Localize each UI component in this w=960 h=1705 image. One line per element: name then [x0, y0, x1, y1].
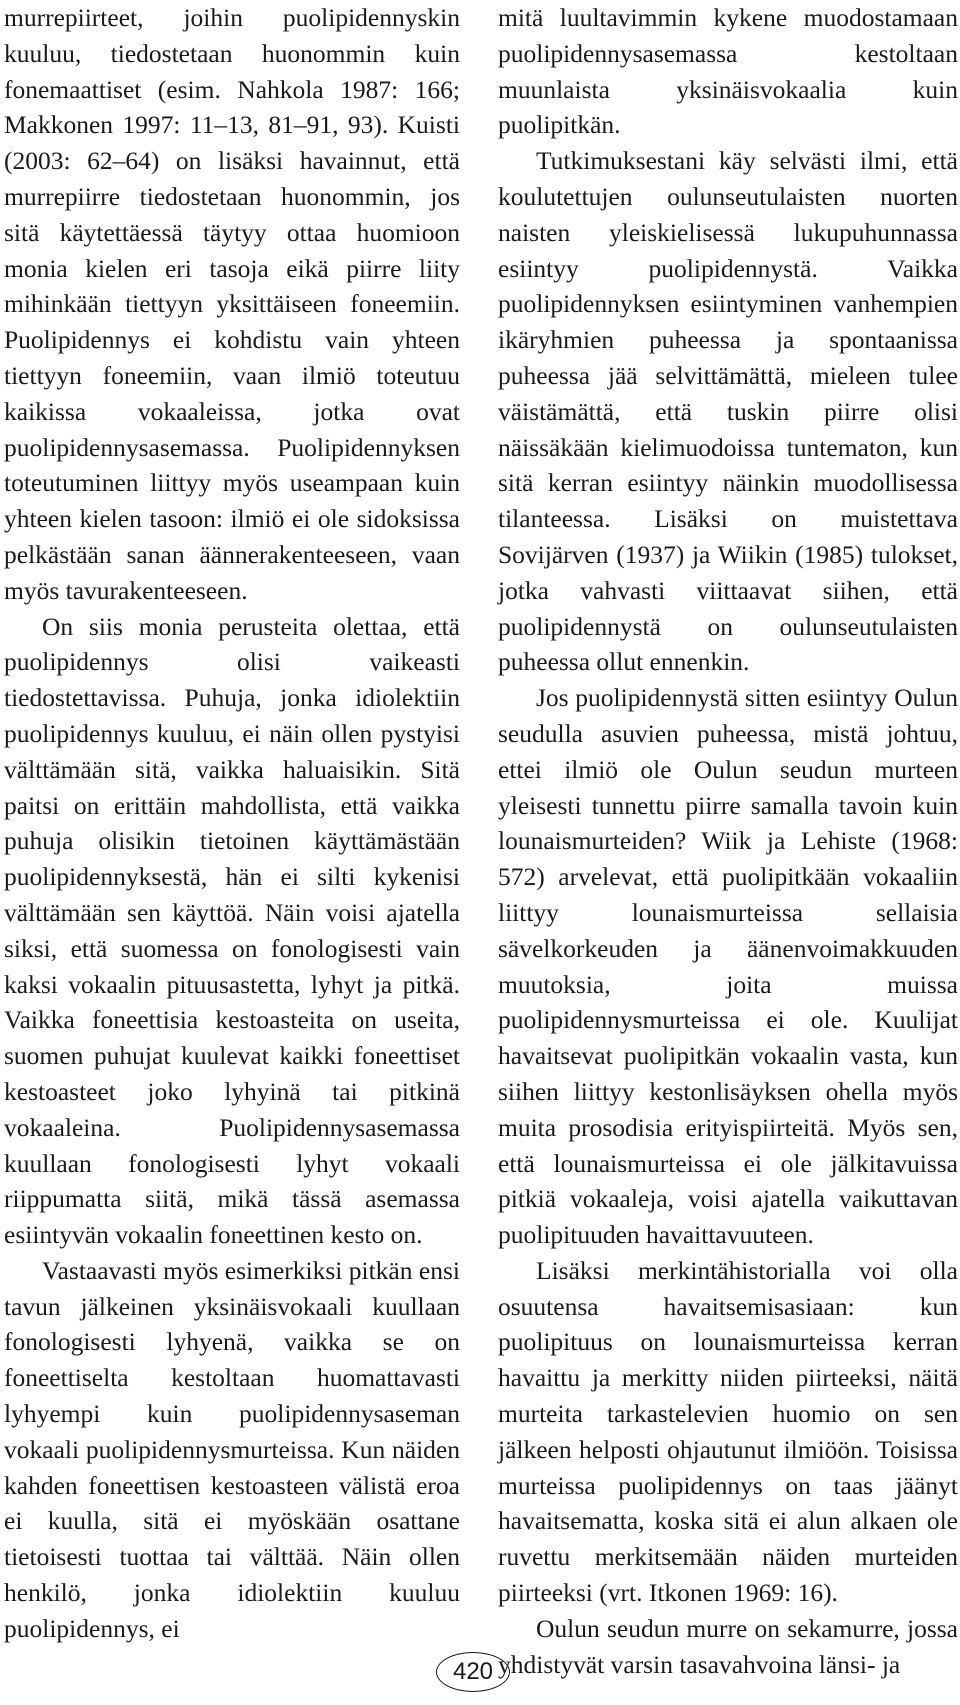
paragraph: murrepiirteet, joihin puolipidennyskin kuuluu, tiedostetaan huonommin kuin fonemaattiset (esim. Nahkola 1987: 166; Makkonen 1997: 11–13, 81–91, 93). Kuisti (2003: 62–64) on lisäksi havainnut, että murrepiirre tiedostetaan huonommin, jos sitä käytettäessä täytyy ottaa huomioon monia kielen eri tasoja eikä piirre liity mihinkään tiettyyn yksittäiseen foneemiin. Puolipidennys ei kohdistu vain yhteen tiettyyn foneemiin, vaan ilmiö toteutuu kaikissa vokaaleissa, jotka ovat puolipidennysasemassa. Puolipidennyksen toteutuminen liittyy myös useampaan kuin yhteen kielen tasoon: ilmiö ei ole sidoksissa pelkästään sanan äännerakenteeseen, vaan myös tavurakenteeseen. — [4, 3, 460, 605]
paragraph: Jos puolipidennystä sitten esiintyy Oulun seudulla asuvien puheessa, mistä johtuu, ettei ilmiö ole Oulun seudun murteen yleisesti tunnettu piirre samalla tavoin kuin lounaismurteiden? Wiik ja Lehiste (1968: 572) arvelevat, että puolipitkään vokaaliin liittyy lounaismurteissa sellaisia sävelkorkeuden ja äänenvoimakkuuden muutoksia, joita muissa puolipidennysmurteissa ei ole. Kuulijat havaitsevat puolipitkän vokaalin vasta, kun siihen liittyy kestonlisäyksen ohella myös muita prosodisia erityispiirteitä. Myös sen, että lounaismurteissa ei ole jälkitavuissa pitkiä vokaaleja, voisi ajatella vaikuttavan puolipituuden havaittavuuteen. — [498, 683, 958, 1250]
paragraph: Lisäksi merkintähistorialla voi olla osuutensa havaitsemisasiaan: kun puolipituus on lounaismurteissa kerran havaittu ja merkitty niiden piirteeksi, näitä murteita tarkastelevien huomio on sen jälkeen helposti ohjautunut ilmiöön. Toisissa murteissa puolipidennys on taas jäänyt havaitsematta, koska sitä ei alun alkaen ole ruvettu merkitsemään näiden murteiden piirteeksi (vrt. Itkonen 1969: 16). — [498, 1255, 958, 1608]
paragraph: Vastaavasti myös esimerkiksi pitkän ensi tavun jälkeinen yksinäisvokaali kuullaan fonologisesti lyhyenä, vaikka se on foneettiselta kestoltaan huomattavasti lyhyempi kuin puolipidennysaseman vokaali puolipidennysmurteissa. Kun näiden kahden foneettisen kestoasteen välistä eroa ei kuulla, sitä ei myöskään osattane tietoisesti tuottaa tai välttää. Näin ollen henkilö, jonka idiolektiin kuuluu puolipidennys, ei — [4, 1255, 460, 1643]
paragraph: Oulun seudun murre on sekamurre, jossa yhdistyvät varsin tasavahvoina länsi- ja — [498, 1613, 958, 1679]
paragraph: Tutkimuksestani käy selvästi ilmi, että koulutettujen oulunseutulaisten nuorten naisten yleiskielisessä lukupuhunnassa esiintyy puolipidennystä. Vaikka puolipidennyksen esiintyminen vanhempien ikäryhmien puheessa ja spontaanissa puheessa jää selvittämättä, mieleen tulee väistämättä, että tuskin piirre olisi näissäkään kielimuodoissa tuntematon, kun sitä kerran esiintyy näinkin muodollisessa tilanteessa. Lisäksi on muistettava Sovijärven (1937) ja Wiikin (1985) tulokset, jotka vahvasti viittaavat siihen, että puolipidennystä on oulunseutulaisten puheessa ollut ennenkin. — [498, 146, 958, 677]
right-column — [498, 0, 958, 1682]
paragraph: On siis monia perusteita olettaa, että puolipidennys olisi vaikeasti tiedostettavissa. Puhuja, jonka idiolektiin puolipidennys kuuluu, ei näin ollen pystyisi välttämään sitä, vaikka haluaisikin. Sitä paitsi on erittäin mahdollista, että vaikka puhuja olisikin tietoinen käyttämästään puolipidennyksestä, hän ei silti kykenisi välttämään sen käyttöä. Näin voisi ajatella siksi, että suomessa on fonologisesti vain kaksi vokaalin pituusastetta, lyhyt ja pitkä. Vaikka foneettisia kestoasteita on useita, suomen puhujat kuulevat kaikki foneettiset kestoasteet joko lyhyinä tai pitkinä vokaaleina. Puolipidennysasemassa kuullaan fonologisesti lyhyt vokaali riippumatta siitä, mikä tässä asemassa esiintyvän vokaalin foneettinen kesto on. — [4, 611, 460, 1250]
left-column — [4, 0, 460, 1647]
page-number: 420 — [436, 1652, 510, 1692]
paragraph: mitä luultavimmin kykene muodostamaan puolipidennysasemassa kestoltaan muunlaista yksinäisvokaalia kuin puolipitkän. — [498, 3, 958, 140]
